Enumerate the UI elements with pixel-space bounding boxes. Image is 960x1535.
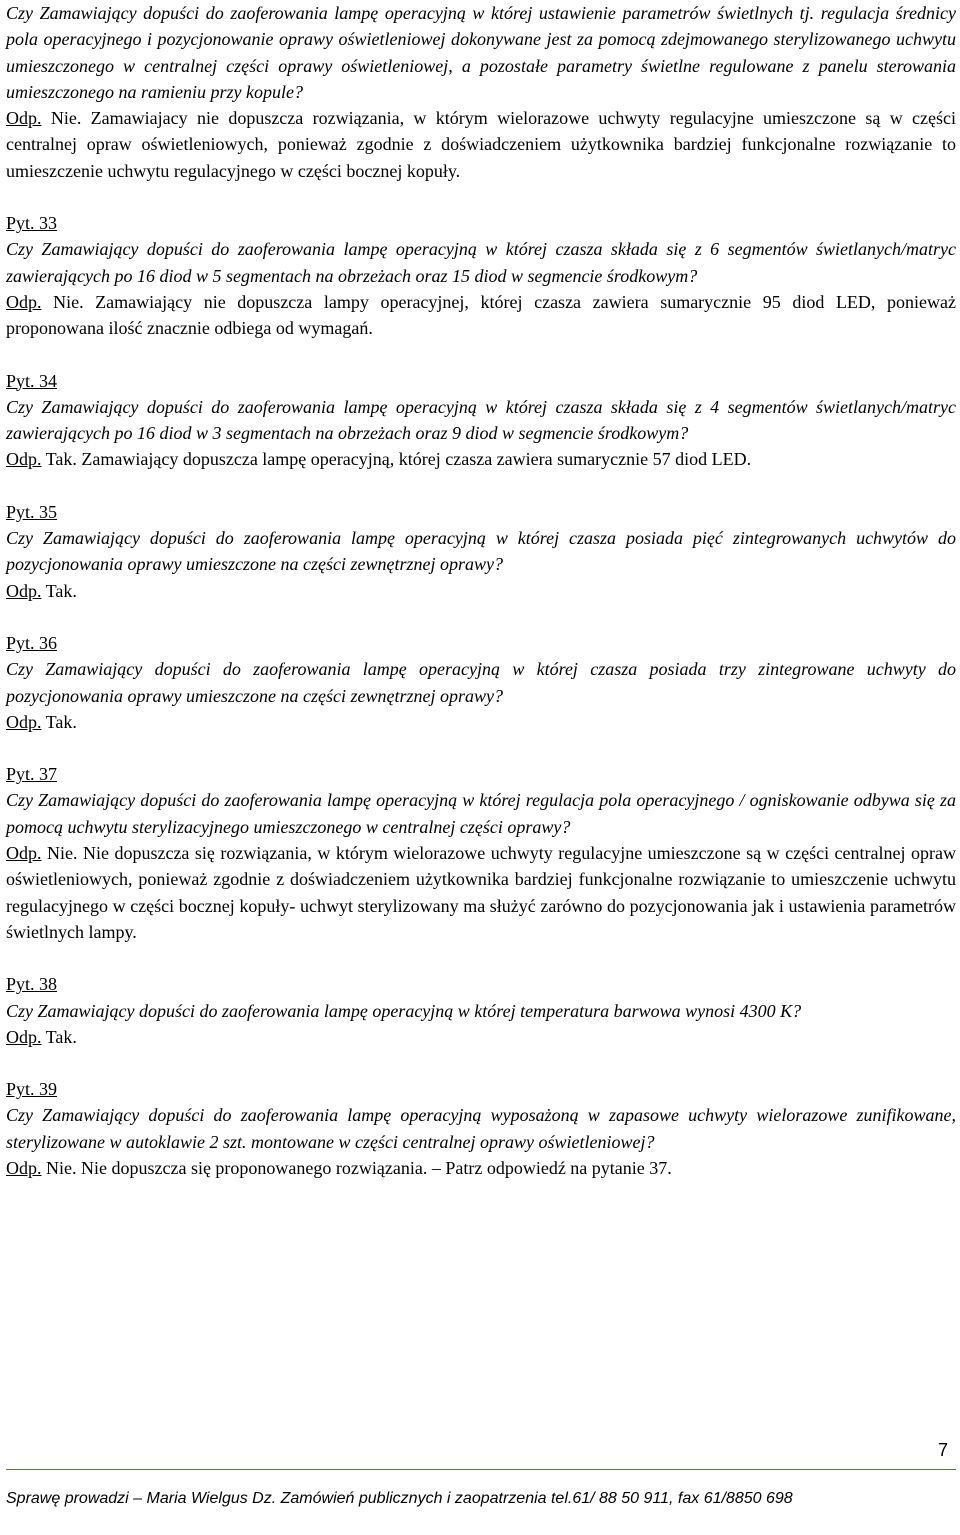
answer-paragraph [6, 578, 956, 604]
answer-text: Tak. [41, 580, 77, 601]
answer-label: Odp. [6, 711, 42, 732]
question-text: Czy Zamawiający dopuści do zaoferowania lampę operacyjną w której regulacja pola operacyjnego / ogniskowanie odbywa się za pomocą uchwytu sterylizacyjnego umieszczonego w centralnej części oprawy? [6, 790, 956, 837]
question-label: Pyt. [6, 501, 35, 522]
answer-paragraph [6, 1155, 956, 1181]
page-footer: Sprawę prowadzi – Maria Wielgus Dz. Zamówień publicznych i zaopatrzenia tel.61/ 88 50 911, fax 61/8850 698 [6, 1490, 793, 1507]
question-number: 34 [34, 370, 58, 391]
question-label: Pyt. [6, 974, 35, 995]
question-text: Czy Zamawiający dopuści do zaoferowania lampę operacyjną w której czasza składa się z 4 segmentów świetlanych/matryc zawierających po 16 diod w 3 segmentach na obrzeżach oraz 9 diod w segmencie środkowym? [6, 396, 956, 444]
question-number: 33 [34, 213, 58, 234]
document-body [6, 0, 956, 1181]
question-text: Czy Zamawiający dopuści do zaoferowania lampę operacyjną w której ustawienie parametrów świetlnych tj. regulacja średnicy pola operacyjnego i pozycjonowanie oprawy oświetleniowej dokonywane jest za pomocą zdejmowanego sterylizowanego uchwytu umieszczonego w centralnej części oprawy oświetleniowej, a pozostałe parametry świetlne regulowane z panelu sterowania umieszczonego na ramieniu przy kopule? [6, 3, 956, 102]
qa-block-continuation [6, 0, 956, 184]
answer-text: Tak. Zamawiający dopuszcza lampę operacyjną, której czasza zawiera sumarycznie 57 diod LED. [41, 449, 752, 470]
question-number: 36 [34, 632, 58, 653]
question-heading [6, 1076, 956, 1102]
answer-label: Odp. [6, 108, 42, 129]
question-number: 37 [34, 764, 58, 785]
answer-label: Odp. [6, 1026, 42, 1047]
question-number: 38 [34, 974, 58, 995]
question-heading [6, 630, 956, 656]
answer-text: Tak. [41, 1026, 77, 1047]
qa-block-39 [6, 1076, 956, 1181]
answer-paragraph [6, 840, 956, 945]
question-heading [6, 210, 956, 236]
answer-label: Odp. [6, 580, 42, 601]
answer-text: Tak. [41, 711, 77, 732]
question-heading [6, 368, 956, 394]
answer-label: Odp. [6, 1157, 42, 1178]
footer-divider [6, 1469, 956, 1470]
question-heading [6, 499, 956, 525]
question-label: Pyt. [6, 370, 35, 391]
question-label: Pyt. [6, 764, 35, 785]
question-number: 35 [34, 501, 58, 522]
answer-label: Odp. [6, 291, 42, 312]
qa-block-33 [6, 210, 956, 341]
qa-block-38 [6, 971, 956, 1050]
question-heading [6, 761, 956, 787]
answer-paragraph [6, 709, 956, 735]
page-number: 7 [937, 1440, 948, 1460]
question-text: Czy Zamawiający dopuści do zaoferowania lampę operacyjną w której czasza składa się z 6 segmentów świetlanych/matryc zawierających po 16 diod w 5 segmentach na obrzeżach oraz 15 diod w segmencie środkowym? [6, 239, 956, 286]
answer-label: Odp. [6, 843, 42, 864]
answer-paragraph [6, 446, 956, 472]
answer-label: Odp. [6, 449, 42, 470]
question-text: Czy Zamawiający dopuści do zaoferowania lampę operacyjną w której czasza posiada trzy zintegrowane uchwyty do pozycjonowania oprawy umieszczone na części zewnętrznej oprawy? [6, 659, 956, 706]
answer-paragraph [6, 289, 956, 342]
question-label: Pyt. [6, 213, 35, 234]
question-text: Czy Zamawiający dopuści do zaoferowania lampę operacyjną w której czasza posiada pięć zintegrowanych uchwytów do pozycjonowania oprawy umieszczone na części zewnętrznej oprawy? [6, 528, 956, 575]
question-number: 39 [34, 1079, 58, 1100]
question-text: Czy Zamawiający dopuści do zaoferowania lampę operacyjną wyposażoną w zapasowe uchwyty wielorazowe zunifikowane, sterylizowane w autoklawie 2 szt. montowane w części centralnej oprawy oświetleniowej? [6, 1105, 956, 1152]
qa-block-35 [6, 499, 956, 604]
answer-text: Nie. Zamawiajacy nie dopuszcza rozwiązania, w którym wielorazowe uchwyty regulacyjne umieszczone są w części centralnej opraw oświetleniowych, ponieważ zgodnie z doświadczeniem użytkownika bardziej funkcjonalne rozwiązanie to umieszczenie uchwytu regulacyjnego w części bocznej kopuły. [6, 108, 956, 181]
answer-text: Nie. Nie dopuszcza się proponowanego rozwiązania. – Patrz odpowiedź na pytanie 37. [41, 1157, 672, 1178]
question-text: Czy Zamawiający dopuści do zaoferowania lampę operacyjną w której temperatura barwowa wynosi 4300 K? [6, 1000, 802, 1021]
answer-paragraph [6, 1024, 956, 1050]
answer-text: Nie. Nie dopuszcza się rozwiązania, w którym wielorazowe uchwyty regulacyjne umieszczone są w części centralnej opraw oświetleniowych, ponieważ zgodnie z doświadczeniem użytkownika bardziej funkcjonalne rozwiązanie to umieszczenie uchwytu regulacyjnego w części bocznej kopuły- uchwyt sterylizowany ma służyć zarówno do pozycjonowania jak i ustawienia parametrów świetlnych lampy. [6, 843, 956, 942]
answer-text: Nie. Zamawiający nie dopuszcza lampy operacyjnej, której czasza zawiera sumarycznie 95 diod LED, ponieważ proponowana ilość znacznie odbiega od wymagań. [6, 291, 956, 339]
question-label: Pyt. [6, 632, 35, 653]
qa-block-36 [6, 630, 956, 735]
qa-block-37 [6, 761, 956, 945]
qa-block-34 [6, 368, 956, 473]
question-heading [6, 971, 956, 997]
question-label: Pyt. [6, 1079, 35, 1100]
answer-paragraph [6, 105, 956, 184]
